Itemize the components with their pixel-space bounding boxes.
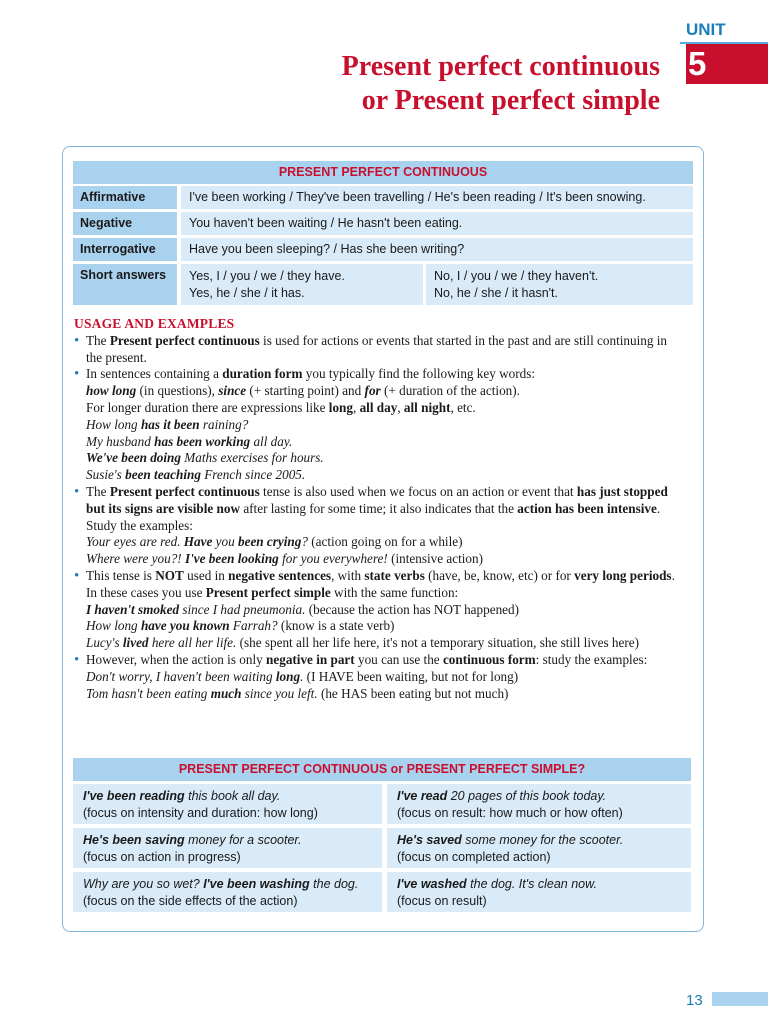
example-line: How long have you known Farrah? (know is a state verb) <box>86 618 395 634</box>
compare-cell-simple: I've washed the dog. It's clean now. (focus on result) <box>387 872 691 912</box>
example-line: Your eyes are red. Have you been crying? (action going on for a while) <box>86 534 463 550</box>
example-line: I haven't smoked since I had pneumonia. (because the action has NOT happened) <box>86 601 520 617</box>
unit-number: 5 <box>688 45 707 82</box>
usage-bullet-2: • In sentences containing a duration form you typically find the following key words: <box>74 366 686 383</box>
compare-cell-continuous: I've been reading this book all day. (focus on intensity and duration: how long) <box>73 784 382 824</box>
table-row-negative <box>73 212 693 235</box>
usage-section <box>74 316 686 702</box>
row-value: Have you been sleeping? / Has she been writing? <box>181 238 693 261</box>
short-answers-yes <box>181 264 423 305</box>
usage-bullet-4: • This tense is NOT used in negative sentences, with state verbs (have, be, know, etc) or for very long periods. In these cases you use Present perfect simple with the same function: <box>74 568 686 602</box>
usage-heading: USAGE AND EXAMPLES <box>74 316 235 331</box>
example-line: My husband has been working all day. <box>86 433 293 449</box>
row-label: Affirmative <box>73 186 177 209</box>
yes-line-2: Yes, he / she / it has. <box>189 286 305 300</box>
row-label: Interrogative <box>73 238 177 261</box>
form-table-heading: PRESENT PERFECT CONTINUOUS <box>73 161 693 184</box>
short-answers-no <box>426 264 693 305</box>
title-line-1: Present perfect continuous <box>341 51 660 82</box>
table-row-short-answers <box>73 264 693 305</box>
longer-duration-line: For longer duration there are expressions like long, all day, all night, etc. <box>86 399 476 415</box>
usage-bullet-1: • The Present perfect continuous is used for actions or events that started in the past and are still continuing in the present. <box>74 333 686 367</box>
no-line-1: No, I / you / we / they haven't. <box>434 269 599 283</box>
example-line: Susie's been teaching French since 2005. <box>86 467 306 483</box>
usage-bullet-3: • The Present perfect continuous tense is also used when we focus on an action or event that has just stopped but its signs are visible now after lasting for some time; it also indicates that the action has been intensive. Study the examples: <box>74 484 686 534</box>
compare-cell-simple: I've read 20 pages of this book today. (focus on result: how much or how often) <box>387 784 691 824</box>
example-line: We've been doing Maths exercises for hours. <box>86 450 324 466</box>
example-line: Lucy's lived here all her life. (she spent all her life here, it's not a temporary situation, she still lives here) <box>86 635 639 651</box>
example-line: How long has it been raining? <box>86 416 249 432</box>
table-row-affirmative <box>73 186 693 209</box>
compare-cell-simple: He's saved some money for the scooter. (focus on completed action) <box>387 828 691 868</box>
row-label: Negative <box>73 212 177 235</box>
yes-line-1: Yes, I / you / we / they have. <box>189 269 345 283</box>
table-row-interrogative <box>73 238 693 261</box>
page-title <box>342 50 660 118</box>
row-value: I've been working / They've been travelling / He's been reading / It's been snowing. <box>181 186 693 209</box>
unit-label: UNIT <box>686 20 726 39</box>
compare-cell-continuous: He's been saving money for a scooter. (focus on action in progress) <box>73 828 382 868</box>
no-line-2: No, he / she / it hasn't. <box>434 286 558 300</box>
usage-bullet-5: • However, when the action is only negative in part you can use the continuous form: study the examples: <box>74 652 686 669</box>
example-line: Don't worry, I haven't been waiting long. (I HAVE been waiting, but not for long) <box>86 668 519 684</box>
example-line: Where were you?! I've been looking for you everywhere! (intensive action) <box>86 551 483 567</box>
key-words-line: how long (in questions), since (+ starting point) and for (+ duration of the action). <box>86 383 520 399</box>
compare-table-heading: PRESENT PERFECT CONTINUOUS or PRESENT PERFECT SIMPLE? <box>73 758 691 781</box>
compare-cell-continuous: Why are you so wet? I've been washing the dog. (focus on the side effects of the action) <box>73 872 382 912</box>
title-line-2: or Present perfect simple <box>361 85 660 116</box>
page-number: 13 <box>686 992 703 1009</box>
page-number-bar <box>712 992 768 1006</box>
row-value: You haven't been waiting / He hasn't been eating. <box>181 212 693 235</box>
row-label: Short answers <box>73 264 177 305</box>
example-line: Tom hasn't been eating much since you left. (he HAS been eating but not much) <box>86 685 509 701</box>
